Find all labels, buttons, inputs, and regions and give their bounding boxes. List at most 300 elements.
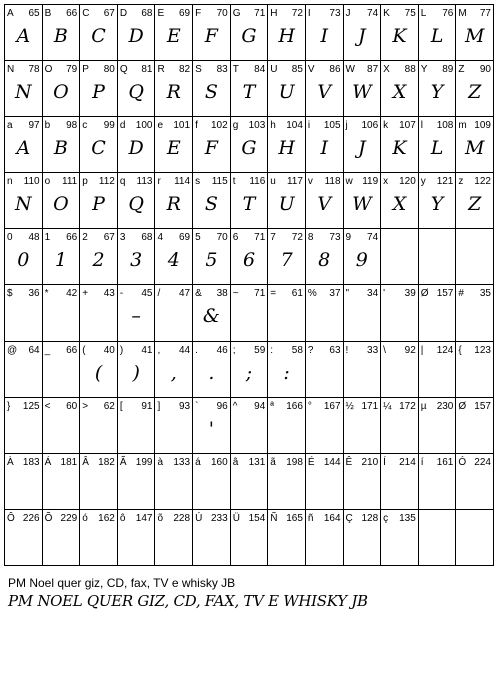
char-code: 109 (474, 120, 491, 132)
glyph-cell (231, 61, 269, 117)
glyph-sample: 5 (205, 249, 218, 272)
cell-header (308, 176, 341, 188)
glyph-cell (381, 454, 419, 510)
sample-label: PM Noel quer giz, CD, fax, TV e whisky JB (8, 576, 236, 590)
cell-header (82, 64, 115, 76)
glyph-sample: K (392, 137, 407, 160)
cell-header (233, 401, 266, 413)
char-label: P (82, 64, 89, 76)
glyph-sample: W (352, 81, 372, 104)
glyph-sample: ) (132, 361, 140, 384)
glyph-sample: N (14, 81, 32, 104)
cell-header (421, 345, 454, 357)
cell-header (233, 288, 266, 300)
char-label: h (270, 120, 276, 132)
char-code: 224 (474, 456, 491, 468)
glyph-sample: C (91, 25, 106, 47)
char-label: a (7, 120, 13, 132)
char-code: 61 (291, 288, 303, 300)
char-code: 64 (28, 344, 40, 356)
char-label: [ (119, 400, 123, 412)
cell-header (7, 8, 40, 20)
glyph-cell (80, 454, 118, 510)
cell-header (45, 176, 78, 188)
char-label: T (232, 64, 239, 76)
char-label: > (82, 400, 89, 412)
char-label: ñ (307, 512, 314, 524)
cell-header (421, 288, 454, 300)
cell-header (421, 457, 454, 469)
cell-header (458, 8, 491, 20)
cell-header (233, 8, 266, 20)
char-code: 87 (367, 64, 379, 76)
cell-header (383, 401, 416, 413)
glyph-cell (344, 5, 382, 61)
cell-header (346, 176, 379, 188)
glyph-cell (193, 173, 231, 229)
char-code: 144 (323, 456, 341, 468)
char-code: 68 (141, 8, 153, 19)
char-code: 198 (286, 456, 303, 468)
glyph-cell (80, 342, 118, 398)
char-code: 229 (60, 512, 78, 524)
char-code: 62 (103, 400, 115, 412)
char-label: / (157, 288, 161, 300)
cell-header (82, 120, 115, 132)
glyph-cell (231, 342, 269, 398)
char-label: 8 (307, 232, 314, 244)
glyph-sample: D (128, 25, 144, 47)
char-code: 73 (329, 232, 341, 244)
char-code: 74 (367, 8, 379, 19)
char-code: 125 (22, 400, 40, 412)
char-label: G (232, 8, 241, 19)
char-code: 162 (98, 512, 115, 524)
cell-header (458, 64, 491, 76)
glyph-sample: Q (128, 193, 144, 216)
glyph-cell (118, 454, 156, 510)
char-label: Â (82, 456, 89, 468)
cell-header (458, 176, 491, 188)
char-label: : (270, 344, 274, 356)
char-code: 164 (323, 512, 341, 524)
char-code: 226 (22, 512, 40, 524)
char-code: 48 (28, 232, 40, 244)
char-label: O (44, 64, 53, 76)
char-code: 44 (178, 344, 191, 356)
cell-header (270, 401, 303, 413)
glyph-cell (344, 342, 382, 398)
glyph-cell (344, 285, 382, 341)
glyph-sample: 1 (54, 249, 67, 272)
char-code: 39 (404, 288, 416, 300)
cell-header (45, 401, 78, 413)
char-label: U (270, 64, 278, 76)
char-label: z (458, 176, 464, 188)
char-label: X (383, 64, 390, 76)
cell-header (308, 345, 341, 357)
glyph-cell (43, 5, 81, 61)
char-label: ` (195, 400, 199, 412)
cell-header (270, 176, 303, 188)
char-label: . (195, 344, 198, 356)
glyph-sample: U (278, 193, 295, 216)
glyph-cell (268, 510, 306, 566)
glyph-cell (268, 285, 306, 341)
cell-header (82, 457, 115, 469)
cell-header (7, 176, 40, 188)
glyph-sample: : (283, 361, 290, 384)
char-label: õ (157, 512, 164, 524)
glyph-sample: ' (208, 417, 214, 440)
char-code: 73 (329, 8, 341, 19)
char-label: u (270, 176, 276, 188)
char-label: á (195, 456, 201, 468)
glyph-cell (456, 398, 494, 454)
char-label: Ø (458, 400, 467, 412)
char-code: 86 (329, 64, 341, 76)
cell-header (308, 513, 341, 525)
char-label: v (307, 176, 313, 188)
glyph-sample: 6 (242, 249, 256, 272)
cell-header (270, 64, 303, 76)
glyph-cell (5, 5, 43, 61)
char-code: 167 (323, 400, 341, 412)
cell-header (45, 457, 78, 469)
cell-header (383, 288, 416, 300)
char-label: ô (119, 512, 126, 524)
char-code: 93 (178, 400, 191, 412)
glyph-sample: S (204, 81, 218, 104)
glyph-sample: M (464, 137, 485, 160)
cell-header (346, 64, 379, 76)
glyph-cell (381, 285, 419, 341)
cell-header (308, 232, 341, 244)
cell-header (45, 64, 78, 76)
cell-header (195, 457, 228, 469)
glyph-cell (43, 229, 81, 285)
cell-header (157, 232, 190, 244)
char-label: Ú (195, 512, 203, 524)
char-code: 157 (474, 400, 491, 412)
glyph-cell (5, 285, 43, 341)
char-code: 133 (173, 456, 191, 468)
char-code: 69 (178, 8, 191, 19)
cell-header (120, 232, 153, 244)
glyph-sample: S (204, 193, 218, 216)
char-code: 147 (135, 512, 153, 524)
char-label: ' (383, 288, 386, 300)
cell-header (383, 232, 416, 244)
glyph-cell (231, 454, 269, 510)
glyph-cell (306, 454, 344, 510)
char-code: 82 (178, 64, 191, 76)
char-label: Ô (7, 512, 15, 524)
char-label: = (270, 288, 277, 300)
glyph-sample: L (430, 25, 444, 47)
char-label: Z (458, 64, 465, 76)
glyph-cell (456, 5, 494, 61)
cell-header (346, 8, 379, 20)
glyph-cell (43, 454, 81, 510)
glyph-cell (419, 61, 457, 117)
cell-header (45, 513, 78, 525)
char-code: 114 (174, 176, 191, 188)
glyph-cell (306, 117, 344, 173)
char-label: w (345, 176, 353, 188)
glyph-sample: P (92, 81, 105, 104)
char-label: ) (119, 344, 124, 356)
glyph-sample: W (352, 193, 372, 216)
char-code: 78 (28, 64, 40, 76)
char-code: 105 (323, 120, 341, 132)
char-label: l (420, 120, 423, 132)
char-code: 34 (367, 288, 379, 300)
char-label: b (44, 120, 51, 132)
char-label: { (458, 344, 462, 356)
char-label: E (157, 8, 165, 19)
char-label: Á (44, 456, 52, 468)
glyph-sample: O (53, 193, 69, 216)
char-code: 72 (291, 232, 303, 244)
char-code: 157 (436, 288, 454, 300)
glyph-sample: 2 (92, 249, 105, 272)
char-code: 67 (103, 8, 115, 19)
glyph-sample: D (128, 137, 144, 160)
glyph-cell (231, 173, 269, 229)
glyph-sample: G (241, 25, 257, 47)
char-label: 9 (345, 232, 352, 244)
char-label: ( (82, 344, 86, 356)
glyph-sample: U (278, 81, 295, 104)
char-label: y (420, 176, 426, 188)
glyph-cell (268, 173, 306, 229)
char-code: 101 (173, 120, 191, 132)
cell-header (82, 232, 115, 244)
glyph-sample: 9 (355, 249, 368, 272)
cell-header (421, 401, 454, 413)
char-code: 60 (66, 400, 78, 412)
glyph-cell (231, 117, 269, 173)
glyph-sample: ( (94, 361, 103, 384)
cell-header (157, 176, 190, 188)
char-label: ~ (232, 288, 239, 300)
cell-header (458, 401, 491, 413)
char-code: 100 (135, 120, 153, 132)
glyph-cell (306, 285, 344, 341)
char-label: t (232, 176, 236, 188)
char-code: 42 (66, 288, 78, 300)
char-code: 230 (436, 400, 454, 412)
glyph-cell (80, 285, 118, 341)
cell-header (157, 513, 190, 525)
glyph-sample: I (320, 25, 328, 47)
glyph-cell (43, 342, 81, 398)
glyph-cell (381, 5, 419, 61)
char-code: 119 (362, 176, 379, 188)
cell-header (120, 64, 153, 76)
cell-header (82, 8, 115, 20)
cell-header (7, 513, 40, 525)
cell-header (195, 401, 228, 413)
char-code: 71 (254, 288, 266, 300)
glyph-sample: N (14, 193, 32, 216)
cell-header (383, 457, 416, 469)
char-label: S (195, 64, 202, 76)
glyph-cell (381, 117, 419, 173)
glyph-cell (193, 229, 231, 285)
char-code: 92 (404, 344, 416, 356)
char-label: + (82, 288, 89, 300)
glyph-cell (155, 61, 193, 117)
cell-header (383, 176, 416, 188)
glyph-cell (306, 229, 344, 285)
glyph-sample: . (208, 361, 215, 384)
char-label: ] (157, 400, 161, 412)
cell-header (421, 120, 454, 132)
char-code: 59 (254, 344, 266, 356)
char-label: M (458, 8, 467, 19)
cell-header (421, 513, 454, 525)
char-code: 88 (404, 64, 416, 76)
glyph-cell (456, 454, 494, 510)
glyph-cell (268, 5, 306, 61)
char-label: Ç (345, 512, 353, 524)
char-code: 103 (248, 120, 266, 132)
cell-header (195, 120, 228, 132)
glyph-cell (118, 398, 156, 454)
glyph-cell (344, 454, 382, 510)
char-label: H (270, 8, 278, 19)
char-label: n (7, 176, 13, 188)
char-label: r (157, 176, 161, 188)
char-code: 104 (286, 120, 303, 132)
glyph-cell (268, 342, 306, 398)
char-code: 111 (62, 176, 78, 188)
glyph-cell (268, 398, 306, 454)
glyph-sample: J (358, 25, 366, 47)
char-code: 115 (211, 176, 228, 188)
char-code: 71 (254, 8, 266, 19)
char-code: 72 (291, 8, 303, 19)
char-label: Í (383, 456, 386, 468)
char-label: J (345, 8, 351, 19)
glyph-cell (419, 454, 457, 510)
cell-header (383, 345, 416, 357)
char-label: Y (420, 64, 428, 76)
cell-header (458, 345, 491, 357)
char-label: # (458, 288, 464, 300)
char-code: 199 (135, 456, 153, 468)
glyph-cell (118, 173, 156, 229)
cell-header (233, 345, 266, 357)
cell-header (157, 64, 190, 76)
glyph-cell (118, 285, 156, 341)
char-label: & (195, 288, 202, 300)
glyph-cell (419, 173, 457, 229)
char-code: 70 (216, 232, 228, 244)
char-code: 71 (254, 232, 266, 244)
cell-header (270, 513, 303, 525)
char-label: ^ (232, 400, 238, 412)
char-code: 46 (216, 344, 228, 356)
char-code: 36 (28, 288, 40, 300)
cell-header (346, 288, 379, 300)
char-code: 161 (436, 456, 454, 468)
char-label: Q (119, 64, 128, 76)
char-label: m (458, 120, 467, 132)
cell-header (120, 288, 153, 300)
char-label: ? (307, 344, 314, 356)
char-label: < (44, 400, 51, 412)
glyph-sample: F (204, 25, 218, 47)
glyph-cell (80, 117, 118, 173)
cell-header (458, 120, 491, 132)
cell-header (308, 457, 341, 469)
char-label: | (420, 344, 424, 356)
char-code: 116 (249, 176, 266, 188)
char-label: C (82, 8, 90, 19)
glyph-cell (118, 342, 156, 398)
cell-header (195, 8, 228, 20)
glyph-cell (155, 173, 193, 229)
cell-header (157, 401, 190, 413)
char-code: 182 (98, 456, 115, 468)
cell-header (82, 513, 115, 525)
glyph-sample: M (464, 25, 485, 47)
glyph-sample: 3 (130, 249, 143, 272)
cell-header (421, 176, 454, 188)
cell-header (157, 120, 190, 132)
char-label: Õ (44, 512, 53, 524)
char-label: í (420, 456, 424, 468)
cell-header (270, 345, 303, 357)
char-label: % (307, 288, 317, 300)
glyph-cell (80, 61, 118, 117)
glyph-cell (193, 5, 231, 61)
char-label: V (307, 64, 315, 76)
char-code: 66 (66, 344, 78, 356)
char-code: 172 (399, 400, 416, 412)
glyph-cell (306, 61, 344, 117)
char-code: 35 (479, 288, 491, 300)
cell-header (421, 8, 454, 20)
glyph-cell (419, 117, 457, 173)
glyph-cell (155, 229, 193, 285)
char-label: s (195, 176, 201, 188)
cell-header (7, 345, 40, 357)
char-code: 66 (66, 8, 78, 19)
glyph-cell (5, 229, 43, 285)
cell-header (346, 513, 379, 525)
char-label: â (232, 456, 239, 468)
char-code: 233 (211, 512, 228, 524)
cell-header (7, 401, 40, 413)
char-code: 89 (442, 64, 454, 76)
glyph-cell (155, 285, 193, 341)
cell-header (270, 288, 303, 300)
glyph-cell (381, 510, 419, 566)
char-label: µ (420, 400, 427, 412)
char-label: ã (270, 456, 276, 468)
glyph-cell (456, 173, 494, 229)
cell-header (458, 513, 491, 525)
glyph-cell (381, 61, 419, 117)
glyph-cell (193, 398, 231, 454)
glyph-sample: R (166, 193, 181, 216)
char-code: 171 (361, 400, 379, 412)
cell-header (82, 401, 115, 413)
